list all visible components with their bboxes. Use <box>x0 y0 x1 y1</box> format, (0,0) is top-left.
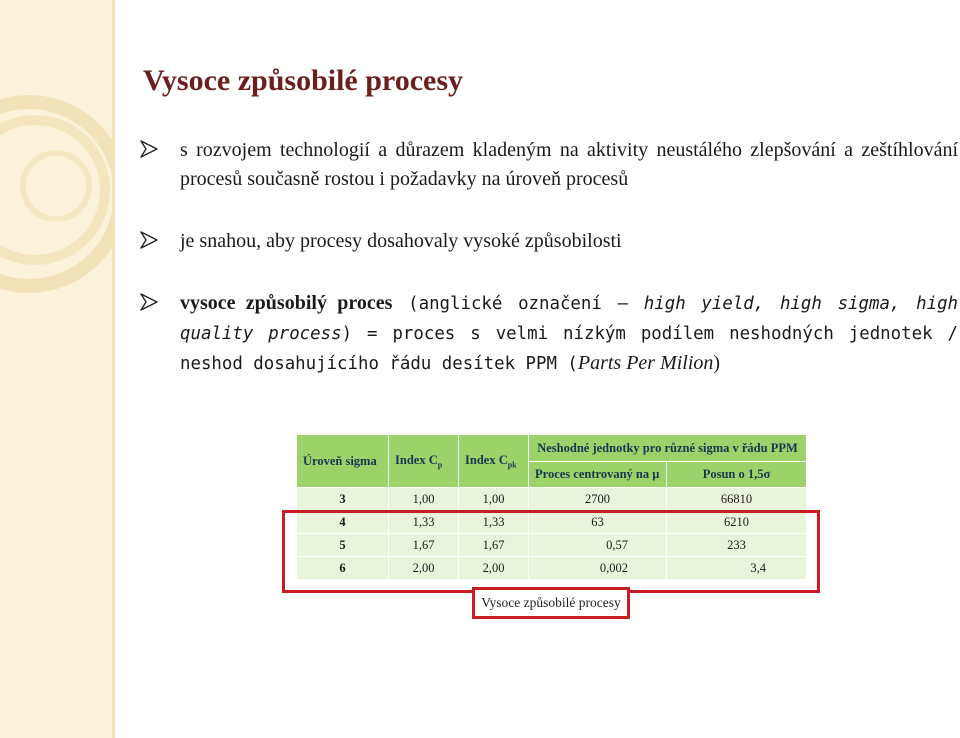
header-group: Neshodné jednotky pro různé sigma v řádu PPM <box>529 435 807 462</box>
cell-sigma: 5 <box>297 534 389 557</box>
cell-sigma: 4 <box>297 511 389 534</box>
cell-cpk: 1,67 <box>459 534 529 557</box>
header-centered: Proces centrovaný na μ <box>529 462 667 488</box>
text-part: ) <box>713 352 721 374</box>
highlight-caption: Vysoce způsobilé procesy <box>472 587 630 619</box>
cell-centered: 63 <box>529 511 667 534</box>
bullet-text-1: s rozvojem technologií a důrazem kladeným na aktivity neustálého zlepšování a zeštíhlování procesů současně rostou i požadavky na úroveň procesů <box>180 139 958 190</box>
slide-title: Vysoce způsobilé procesy <box>143 64 464 97</box>
decorative-swirl <box>20 150 92 222</box>
text-part: (anglické označení – <box>392 294 644 314</box>
cell-cp: 1,67 <box>389 534 459 557</box>
cell-shift: 3,4 <box>667 557 807 580</box>
cell-shift: 66810 <box>667 488 807 511</box>
arrow-bullet-icon <box>140 140 158 158</box>
cell-cpk: 2,00 <box>459 557 529 580</box>
cell-shift: 6210 <box>667 511 807 534</box>
header-shift: Posun o 1,5σ <box>667 462 807 488</box>
cell-sigma: 3 <box>297 488 389 511</box>
table-row <box>297 488 807 511</box>
arrow-bullet-icon <box>140 231 158 249</box>
header-cpk: Index $C_{pk}$ <box>459 435 529 488</box>
decorative-side-band <box>0 0 112 738</box>
header-sigma: Úroveň sigma <box>297 435 389 488</box>
arrow-bullet-icon <box>140 293 158 311</box>
bullet-text-2: je snahou, aby procesy dosahovaly vysoké způsobilosti <box>180 230 622 252</box>
english-terms: high yield, high sigma, high quality process <box>180 294 959 344</box>
band-divider <box>112 0 115 738</box>
text-part: ) = proces s velmi nízkým podílem neshodných jednotek / neshod dosahujícího řádu desítek PPM ( <box>180 324 958 374</box>
cell-centered: 0,57 <box>529 534 667 557</box>
cell-cpk: 1,33 <box>459 511 529 534</box>
cell-centered: 0,002 <box>529 557 667 580</box>
header-cp: Index $C_p$ <box>389 435 459 488</box>
term-bold: vysoce způsobilý proces <box>180 292 393 314</box>
cell-shift: 233 <box>667 534 807 557</box>
cell-centered: 2700 <box>529 488 667 511</box>
cell-cp: 2,00 <box>389 557 459 580</box>
cell-sigma: 6 <box>297 557 389 580</box>
highlight-frame <box>282 510 820 593</box>
cell-cp: 1,00 <box>389 488 459 511</box>
bullet-text-3 <box>180 289 958 379</box>
ppm-expansion: Parts Per Milion <box>577 352 714 374</box>
cell-cp: 1,33 <box>389 511 459 534</box>
cell-cpk: 1,00 <box>459 488 529 511</box>
